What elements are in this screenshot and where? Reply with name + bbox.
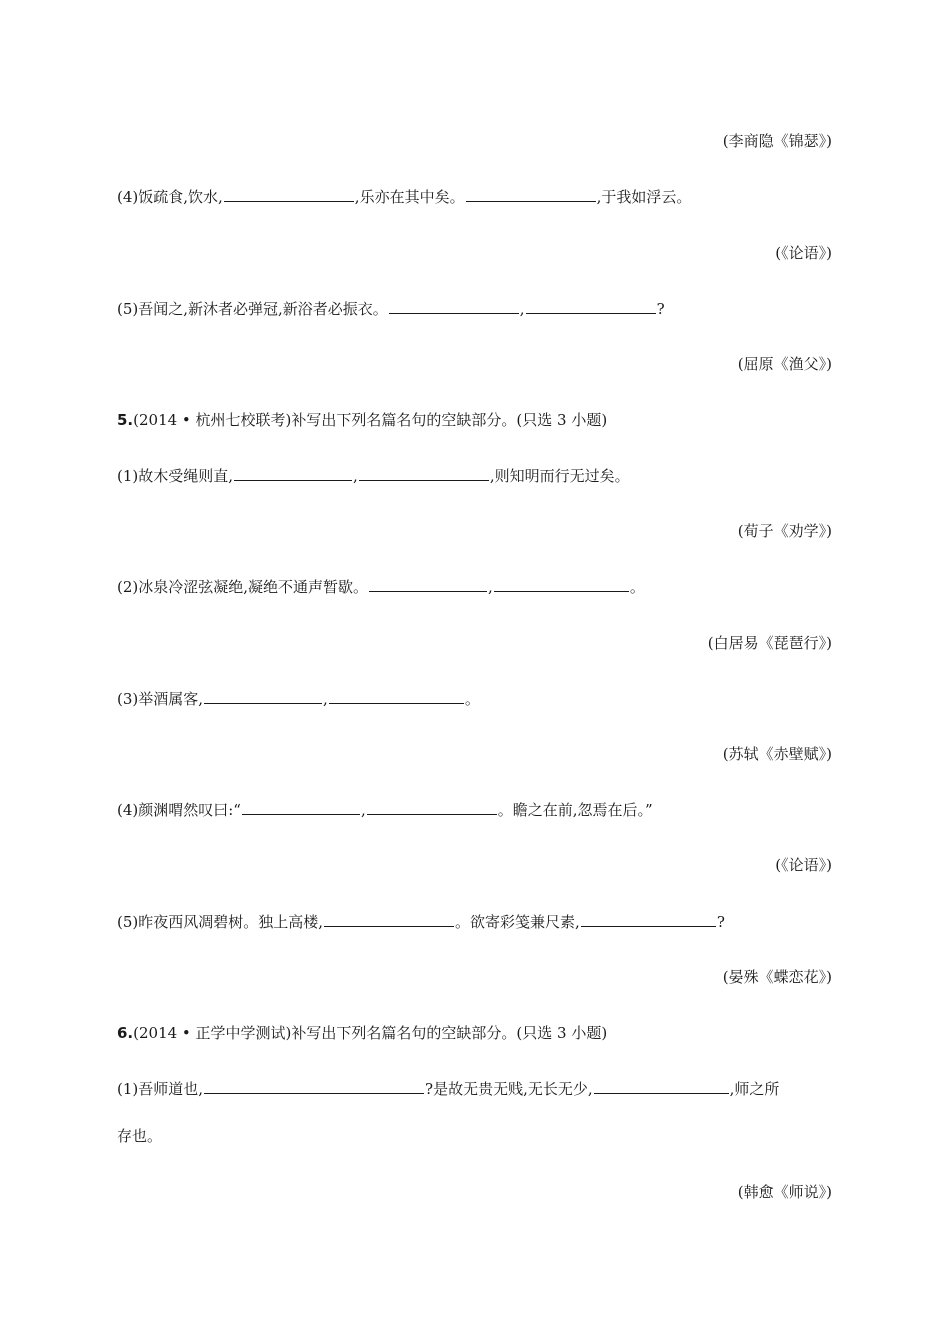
question-number: 6.: [117, 1024, 134, 1042]
question-text: ?: [656, 300, 665, 318]
question-text: ,: [488, 578, 493, 596]
answer-blank[interactable]: [581, 912, 716, 927]
answer-blank[interactable]: [594, 1079, 729, 1094]
answer-blank[interactable]: [224, 187, 354, 202]
question-text: ,师之所: [729, 1080, 780, 1098]
question-5-5: [117, 912, 725, 932]
source-citation: (晏殊《蝶恋花》): [722, 968, 832, 986]
question-text: ,: [353, 467, 358, 485]
question-6-1-continued: [117, 1126, 162, 1146]
question-text: (3)举酒属客,: [117, 690, 204, 708]
answer-blank[interactable]: [324, 912, 454, 927]
answer-blank[interactable]: [359, 466, 489, 481]
question-text: ,于我如浮云。: [596, 188, 692, 206]
question-text: (5)昨夜西风凋碧树。独上高楼,: [117, 913, 324, 931]
source-citation: (苏轼《赤壁赋》): [722, 745, 832, 763]
answer-blank[interactable]: [526, 299, 656, 314]
question-6-header: [117, 1023, 607, 1043]
question-text: (4)颜渊喟然叹曰:“: [117, 801, 241, 819]
answer-blank[interactable]: [389, 299, 519, 314]
answer-blank[interactable]: [204, 689, 322, 704]
question-text: ?是故无贵无贱,无长无少,: [425, 1080, 593, 1098]
source-citation: (屈原《渔父》): [737, 355, 832, 373]
question-number: 5.: [117, 411, 134, 429]
question-5-header: [117, 410, 607, 430]
answer-blank[interactable]: [234, 466, 352, 481]
source-citation: (韩愈《师说》): [737, 1183, 832, 1201]
question-text: (2)冰泉冷涩弦凝绝,凝绝不通声暂歇。: [117, 578, 369, 596]
question-instruction: (2014 • 杭州七校联考)补写出下列名篇名句的空缺部分。(只选 3 小题): [133, 411, 608, 429]
question-text: 。: [464, 690, 480, 708]
question-text: (1)吾师道也,: [117, 1080, 204, 1098]
question-text: 。: [629, 578, 645, 596]
answer-blank[interactable]: [204, 1079, 424, 1094]
answer-blank[interactable]: [367, 800, 497, 815]
source-citation: (荀子《劝学》): [737, 522, 832, 540]
question-text: (4)饭疏食,饮水,: [117, 188, 223, 206]
question-instruction: (2014 • 正学中学测试)补写出下列名篇名句的空缺部分。(只选 3 小题): [133, 1024, 608, 1042]
question-4-4: [117, 187, 691, 207]
question-text: (1)故木受绳则直,: [117, 467, 234, 485]
question-text: 存也。: [117, 1127, 163, 1145]
question-5-4: [117, 800, 653, 820]
answer-blank[interactable]: [466, 187, 596, 202]
question-text: (5)吾闻之,新沐者必弹冠,新浴者必振衣。: [117, 300, 388, 318]
question-text: ?: [716, 913, 725, 931]
question-5-2: [117, 577, 645, 597]
question-5-1: [117, 466, 630, 486]
source-citation: (《论语》): [775, 856, 832, 874]
question-5-3: [117, 689, 480, 709]
question-6-1: [117, 1079, 779, 1099]
question-text: ,: [519, 300, 525, 318]
source-citation: (《论语》): [775, 244, 832, 262]
question-text: ,: [360, 801, 366, 819]
question-text: ,则知明而行无过矣。: [489, 467, 630, 485]
source-citation: (白居易《琵琶行》): [707, 634, 832, 652]
question-text: 。瞻之在前,忽焉在后。”: [497, 801, 653, 819]
answer-blank[interactable]: [242, 800, 360, 815]
answer-blank[interactable]: [494, 577, 629, 592]
question-text: ,乐亦在其中矣。: [354, 188, 465, 206]
answer-blank[interactable]: [329, 689, 464, 704]
question-4-5: [117, 299, 665, 319]
question-text: ,: [323, 690, 328, 708]
answer-blank[interactable]: [369, 577, 487, 592]
question-text: 。欲寄彩笺兼尺素,: [455, 913, 580, 931]
source-citation: (李商隐《锦瑟》): [722, 132, 832, 150]
